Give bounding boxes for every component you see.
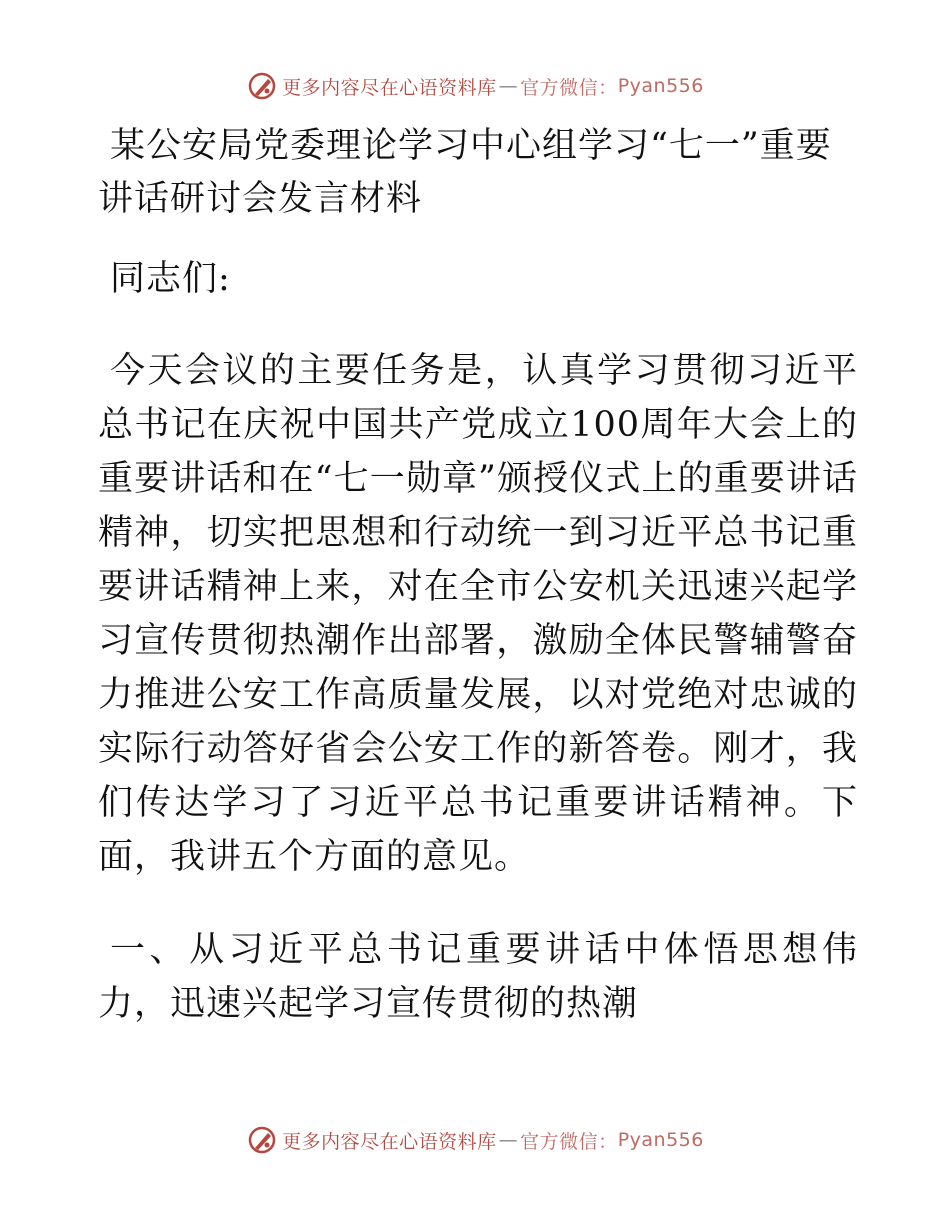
- watermark-main-text: 更多内容尽在心语资料库: [282, 1130, 497, 1153]
- pen-logo-icon: [246, 70, 278, 102]
- watermark-separator: —: [498, 75, 519, 97]
- document-body: [98, 120, 858, 1031]
- header-watermark: [0, 70, 950, 102]
- pen-logo-icon: [246, 1124, 278, 1156]
- paragraph-1: 今天会议的主要任务是，认真学习贯彻习近平总书记在庆祝中国共产党成立100周年大会上的重要讲话和在“七一勋章”颁授仪式上的重要讲话精神，切实把思想和行动统一到习近平总书记重要讲话精神上来，对在全市公安机关迅速兴起学习宣传贯彻热潮作出部署，激励全体民警辅警奋力推进公安工作高质量发展，以对党绝对忠诚的实际行动答好省会公安工作的新答卷。刚才，我们传达学习了习近平总书记重要讲话精神。下面，我讲五个方面的意见。: [98, 351, 858, 877]
- watermark-contact-label: 官方微信：: [520, 76, 618, 99]
- document-title: 某公安局党委理论学习中心组学习“七一”重要讲话研讨会发言材料: [98, 126, 832, 219]
- watermark-main-text: 更多内容尽在心语资料库: [282, 76, 497, 99]
- footer-watermark: [0, 1124, 950, 1156]
- section-1-heading: 一、从习近平总书记重要讲话中体悟思想伟力，迅速兴起学习宣传贯彻的热潮: [98, 930, 858, 1024]
- greeting: 同志们:: [110, 259, 231, 299]
- watermark-contact-id: Pyan556: [617, 75, 704, 97]
- watermark-contact-label: 官方微信：: [520, 1130, 618, 1153]
- watermark-separator: —: [498, 1129, 519, 1151]
- watermark-contact-id: Pyan556: [617, 1129, 704, 1151]
